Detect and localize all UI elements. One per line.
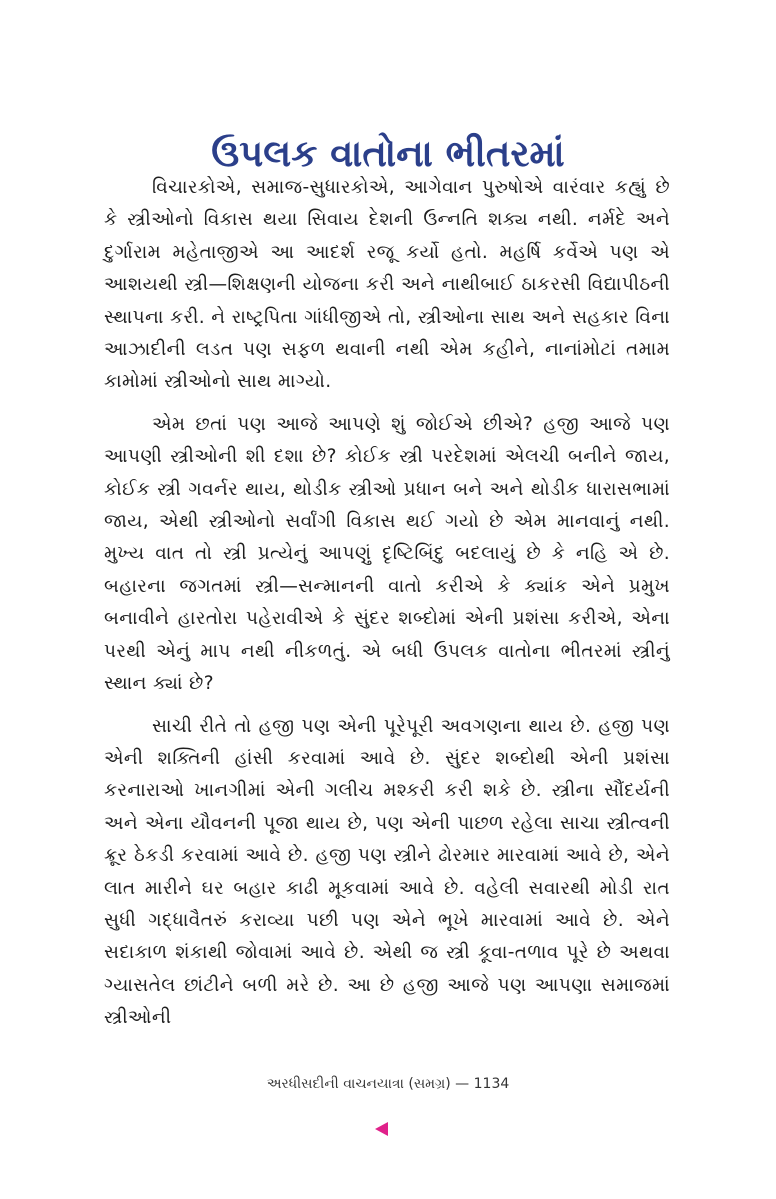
page-title: ઉપલક વાતોના ભીતરમાં [211,131,565,175]
page-footer: અરધીસદીની વાચનયાત્રા (સમગ્ર) — 1134 [266,1076,510,1092]
paragraph-3: સાચી રીતે તો હજી પણ એની પૂરેપૂરી અવગણના થાય છે. હજી પણ એની શક્તિની હાંસી કરવામાં આવે છે. સુંદર શબ્દોથી એની પ્રશંસા કરનારાઓ ખાનગીમાં એની ગલીચ મશ્કરી કરી શકે છે. સ્ત્રીના સૌંદર્યની અને એના યૌવનની પૂજા થાય છે, પણ એની પાછળ રહેલા સાચા સ્ત્રીત્વની ક્રૂર ઠેકડી કરવામાં આવે છે. હજી પણ સ્ત્રીને ઢોરમાર મારવામાં આવે છે, એને લાત મારીને ઘર બહાર કાઢી મૂકવામાં આવે છે. વહેલી સવારથી મોડી રાત સુધી ગદ્ધાવૈતરું કરાવ્યા પછી પણ એને ભૂખે મારવામાં આવે છે. એને સદાકાળ શંકાથી જોવામાં આવે છે. એથી જ સ્ત્રી કૂવા-તળાવ પૂરે છે અથવા ગ્યાસતેલ છાંટીને બળી મરે છે. આ છે હજી આજે પણ આપણા સમાજમાં સ્ત્રીઓની [104,715,670,1029]
paragraph-1: વિચારકોએ, સમાજ-સુધારકોએ, આગેવાન પુરુષોએ વારંવાર કહ્યું છે કે સ્ત્રીઓનો વિકાસ થયા સિવાય દેશની ઉન્નતિ શક્ય નથી. નર્મદે અને દુર્ગારામ મહેતાજીએ આ આદર્શ રજૂ કર્યો હતો. મહર્ષિ કર્વેએ પણ એ આશયથી સ્ત્રી—શિક્ષણની યોજના કરી અને નાથીબાઈ ઠાકરસી વિદ્યાપીઠની સ્થાપના કરી. ને રાષ્ટ્રપિતા ગાંધીજીએ તો, સ્ત્રીઓના સાથ અને સહકાર વિના આઝાદીની લડત પણ સફળ થવાની નથી એમ કહીને, નાનાંમોટાં તમામ કામોમાં સ્ત્રીઓનો સાથ માગ્યો. [104,177,670,393]
paragraph-2: એમ છતાં પણ આજે આપણે શું જોઈએ છીએ? હજી આજે પણ આપણી સ્ત્રીઓની શી દશા છે? કોઈક સ્ત્રી પરદેશમાં એલચી બનીને જાય, કોઈક સ્ત્રી ગવર્નર થાય, થોડીક સ્ત્રીઓ પ્રધાન બને અને થોડીક ધારાસભામાં જાય, એથી સ્ત્રીઓનો સર્વાંગી વિકાસ થઈ ગયો છે એમ માનવાનું નથી. મુખ્ય વાત તો સ્ત્રી પ્રત્યેનું આપણું દૃષ્ટિબિંદુ બદલાયું છે કે નહિ એ છે. બહારના જગતમાં સ્ત્રી—સન્માનની વાતો કરીએ કે ક્યાંક એને પ્રમુખ બનાવીને હારતોરા પહેરાવીએ કે સુંદર શબ્દોમાં એની પ્રશંસા કરીએ, એના પરથી એનું માપ નથી નીકળતું. એ બધી ઉપલક વાતોના ભીતરમાં સ્ત્રીનું સ્થાન ક્યાં છે? [104,413,670,695]
article-body [104,172,670,1045]
back-arrow-icon[interactable] [375,1122,388,1136]
